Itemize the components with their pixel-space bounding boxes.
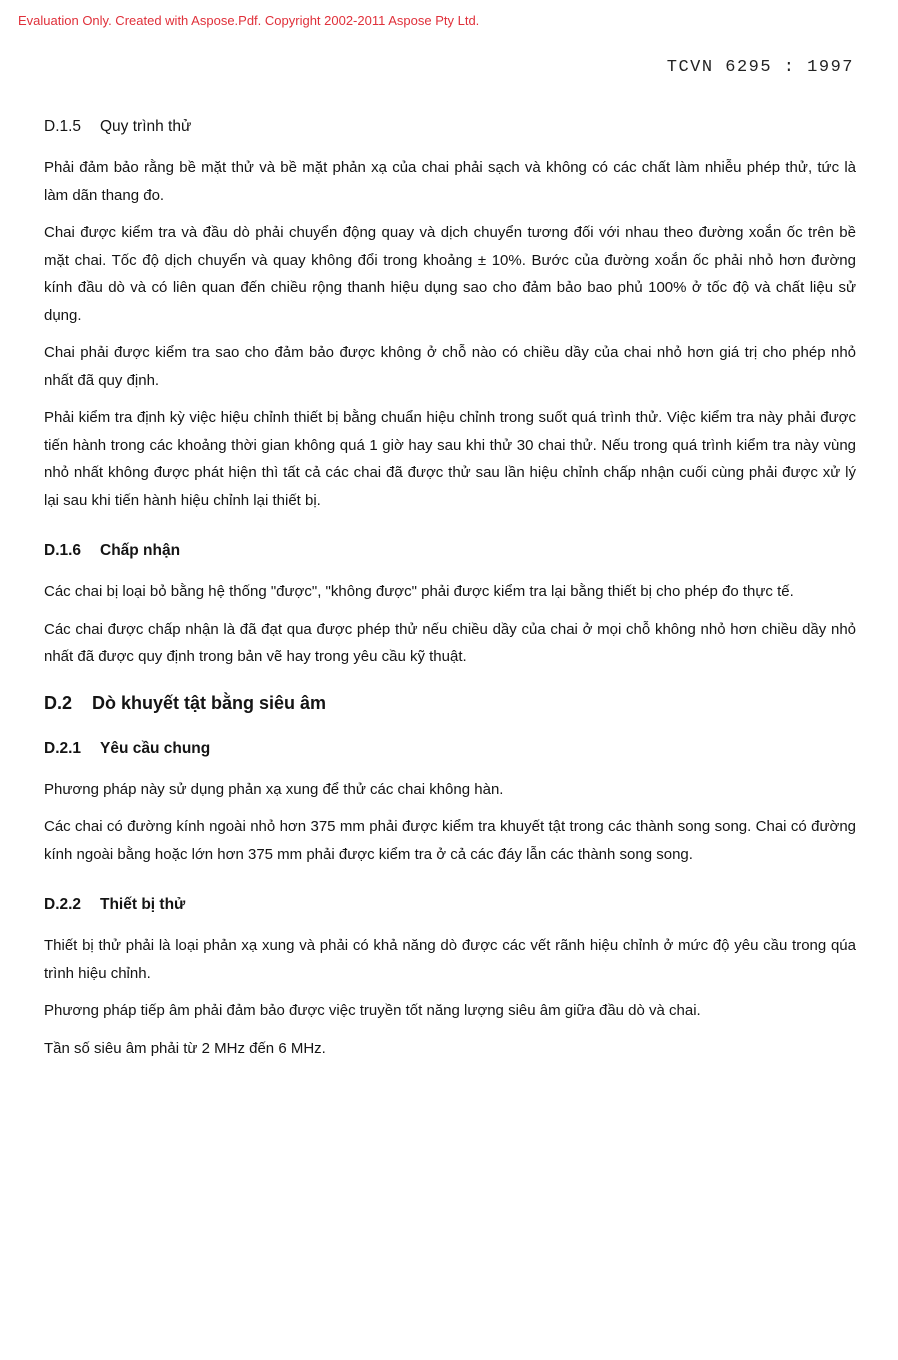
paragraph: Các chai có đường kính ngoài nhỏ hơn 375 mm phải được kiểm tra khuyết tật trong các thành song song. Chai có đường kính ngoài bằng hoặc lớn hơn 375 mm phải được kiểm tra ở cả các đáy lẫn các thành song song. xyxy=(44,818,856,863)
section-title: Quy trình thử xyxy=(100,118,192,135)
section-heading-d21 xyxy=(44,740,856,758)
section-title: Yêu cầu chung xyxy=(100,739,211,757)
section-number: D.1.5 xyxy=(44,118,82,135)
section-heading-d22 xyxy=(44,896,856,914)
document-body xyxy=(44,118,856,1072)
section-heading-d16 xyxy=(44,542,856,560)
watermark-text: Evaluation Only. Created with Aspose.Pdf. Copyright 2002-2011 Aspose Pty Ltd. xyxy=(18,13,480,28)
paragraph: Thiết bị thử phải là loại phản xạ xung và phải có khả năng dò được các vết rãnh hiệu chỉnh ở mức độ yêu cầu trong qúa trình hiệu chỉnh. xyxy=(44,937,856,982)
section-title: Thiết bị thử xyxy=(100,896,186,913)
paragraph: Các chai bị loại bỏ bằng hệ thống "được", "không được" phải được kiểm tra lại bằng thiết bị cho phép đo thực tế. xyxy=(44,583,794,600)
paragraph: Phải đảm bảo rằng bề mặt thử và bề mặt phản xạ của chai phải sạch và không có các chất làm nhiễu phép thử, tức là làm dãn thang đo. xyxy=(44,159,856,204)
section-heading-d2 xyxy=(44,693,856,714)
paragraph: Chai được kiểm tra và đầu dò phải chuyển động quay và dịch chuyển tương đối với nhau theo đường xoắn ốc trên bề mặt chai. Tốc độ dịch chuyển và quay không đổi trong khoảng ± 10%. Bước của đường xoắn ốc phải nhỏ hơn đường kính đầu dò và có liên quan đến chiều rộng thanh hiệu dụng sao cho đảm bảo bao phủ 100% ở tốc độ và chất liệu sử dụng. xyxy=(44,224,856,324)
section-number: D.2.2 xyxy=(44,896,82,913)
section-heading-d15 xyxy=(44,118,856,136)
paragraph: Các chai được chấp nhận là đã đạt qua được phép thử nếu chiều dầy của chai ở mọi chỗ không nhỏ hơn chiều dầy nhỏ nhất đã được quy định trong bản vẽ hay trong yêu cầu kỹ thuật. xyxy=(44,620,856,665)
section-title: Chấp nhận xyxy=(100,542,181,559)
section-number: D.1.6 xyxy=(44,542,82,559)
paragraph: Chai phải được kiểm tra sao cho đảm bảo được không ở chỗ nào có chiều dầy của chai nhỏ hơn giá trị cho phép nhỏ nhất đã quy định. xyxy=(44,344,856,389)
paragraph: Tần số siêu âm phải từ 2 MHz đến 6 MHz. xyxy=(44,1039,326,1057)
paragraph: Phương pháp này sử dụng phản xạ xung để thử các chai không hàn. xyxy=(44,780,504,798)
paragraph: Phương pháp tiếp âm phải đảm bảo được việc truyền tốt năng lượng siêu âm giữa đầu dò và chai. xyxy=(44,1002,701,1019)
paragraph: Phải kiểm tra định kỳ việc hiệu chỉnh thiết bị bằng chuẩn hiệu chỉnh trong suốt quá trình thử. Việc kiểm tra này phải được tiến hành trong các khoảng thời gian không quá 1 giờ hay sau khi thử 30 chai thử. Nếu trong quá trình kiểm tra này vùng nhỏ nhất không được phát hiện thì tất cả các chai đã được thử sau lần hiệu chỉnh chấp nhận cuối cùng phải được xử lý lại sau khi tiến hành hiệu chỉnh lại thiết bị. xyxy=(44,409,856,509)
section-number: D.2.1 xyxy=(44,739,82,757)
section-number: D.2 xyxy=(44,692,73,713)
standard-code: TCVN 6295 : 1997 xyxy=(666,58,854,77)
section-title: Dò khuyết tật bằng siêu âm xyxy=(92,692,327,713)
